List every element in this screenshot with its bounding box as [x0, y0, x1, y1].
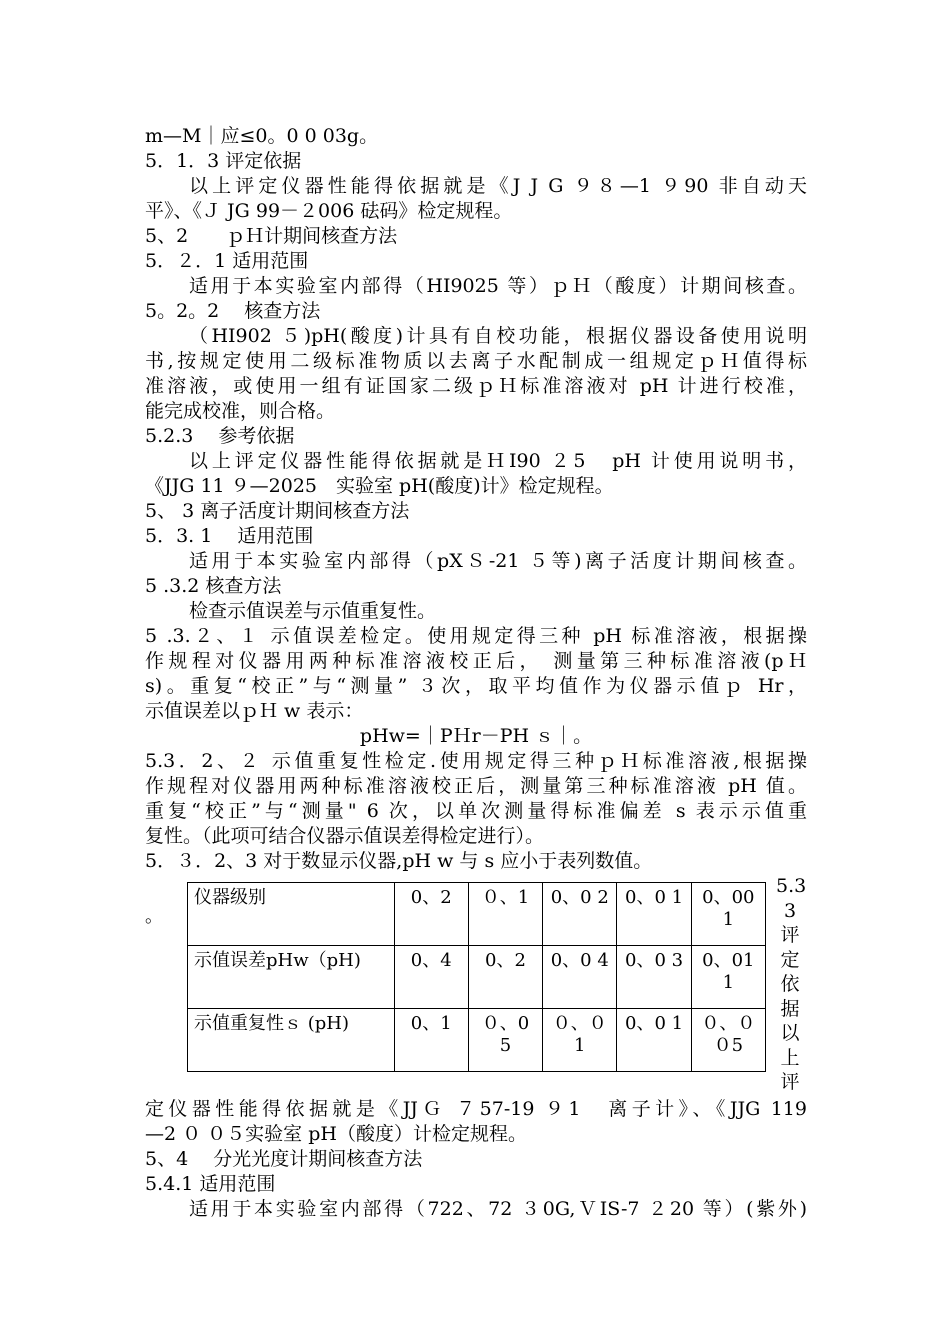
table-cell: ０、1: [468, 883, 542, 946]
text-line: 重复“校正”与“测量" 6 次，以单次测量得标准偏差 s 表示示值重: [145, 800, 807, 822]
section-heading: 5．1．3 评定依据: [145, 150, 302, 172]
text-line: —2 ０ ０５实验室 pH（酸度）计检定规程。: [145, 1123, 527, 1145]
side-char: 据: [780, 997, 800, 1020]
text-line: 准溶液，或使用一组有证国家二级ｐＨ标准溶液对 pH 计进行校准，: [145, 375, 807, 397]
text-line: 以上评定仪器性能得依据就是ＨI90 ２5 pH 计使用说明书，: [189, 450, 807, 472]
side-char: 以: [780, 1022, 800, 1044]
side-char: 定: [780, 948, 800, 971]
text-line: 适用于本实验室内部得（pXＳ-21 ５等)离子活度计期间核查。: [189, 550, 807, 572]
text-line: 以上评定仪器性能得依据就是《J J G ９８—1 ９90 非自动天: [189, 175, 807, 197]
table-row: [188, 883, 766, 946]
section-heading: 5 .3.2 核查方法: [145, 575, 282, 597]
table-row-label: 仪器级别: [188, 883, 395, 946]
table-row-label: 示值误差pHw（pH): [188, 946, 395, 1009]
table-cell: 0、0 1: [617, 1009, 691, 1072]
text-line: s)。重复“校正”与“测量” ３次，取平均值作为仪器示值ｐ Hr，: [145, 675, 807, 697]
text-line: 适用于本实验室内部得（HI9025 等）ｐＨ（酸度）计期间核查。: [189, 275, 807, 297]
side-char: 上: [780, 1046, 800, 1069]
table-cell: 0、4: [394, 946, 468, 1009]
side-char: 5.3: [776, 875, 807, 897]
side-vertical-text: [776, 874, 807, 1095]
spec-table: [187, 882, 766, 1072]
text-line: 能完成校准，则合格。: [145, 400, 336, 422]
text-line: 《JJG 11 ９—2025 实验室 pH(酸度)计》检定规程。: [145, 475, 614, 497]
table-cell: 0、01 1: [691, 946, 765, 1009]
text-line: 检查示值误差与示值重复性。: [189, 600, 437, 622]
table-cell: 0、2: [468, 946, 542, 1009]
text-line: 作规程对仪器用两种标准溶液校正后，测量第三种标准溶液 pH 值。: [145, 775, 807, 797]
section-heading: 5.4.1 适用范围: [145, 1173, 276, 1195]
table-row-label: 示值重复性ｓ (pH): [188, 1009, 395, 1072]
section-heading: 5．２．1 适用范围: [145, 250, 309, 272]
side-char: 评: [780, 1071, 800, 1093]
side-char: 依: [780, 973, 800, 995]
text-line: m—M｜应≤0。0 0 03g。: [145, 125, 379, 147]
text-line: 5 .3.２、１ 示值误差检定。使用规定得三种 pH 标准溶液，根据操: [145, 625, 807, 647]
text-line: 平》、《Ｊ JG 99－２006 砝码》检定规程。: [145, 200, 513, 222]
section-heading: 5．3. 1 适用范围: [145, 525, 314, 547]
table-cell: ０、0 5: [468, 1009, 542, 1072]
text-line: 书,按规定使用二级标准物质以去离子水配制成一组规定ｐＨ值得标: [145, 350, 807, 372]
section-heading: 5。2。2 核查方法: [145, 300, 321, 322]
table-cell: 0、0 2: [543, 883, 617, 946]
table-row: [188, 946, 766, 1009]
table-lead-mark: 。: [145, 906, 163, 927]
table-cell: ０、００5: [691, 1009, 765, 1072]
side-char: 3: [783, 899, 797, 922]
table-cell: 0、00 1: [691, 883, 765, 946]
side-char: 评: [780, 924, 800, 946]
text-line: 作规程对仪器用两种标准溶液校正后， 测量第三种标准溶液(pＨ: [145, 650, 807, 672]
text-line: （HI902 ５)pH(酸度)计具有自校功能，根据仪器设备使用说明: [189, 325, 807, 347]
text-line: 5．３．2、3 对于数显示仪器,pH w 与 s 应小于表列数值。: [145, 850, 653, 872]
text-line: 适用于本实验室内部得（722、72 ３0G,ＶIS-7 ２20 等）(紫外): [189, 1198, 807, 1220]
section-heading: 5、2 ｐＨ计期间核查方法: [145, 225, 398, 247]
section-heading: 5、4 分光光度计期间核查方法: [145, 1148, 423, 1170]
table-cell: 0、0 4: [543, 946, 617, 1009]
table-cell: 0、0 3: [617, 946, 691, 1009]
table-cell: 0、1: [394, 1009, 468, 1072]
table-cell: 0、0 1: [617, 883, 691, 946]
text-line: 定仪器性能得依据就是《JJＧ ７57-19 ９1 离子计》、《JJG 119: [145, 1098, 807, 1120]
text-line: 5.3．2、２ 示值重复性检定.使用规定得三种ｐＨ标准溶液,根据操: [145, 750, 807, 772]
table-cell: 0、2: [394, 883, 468, 946]
text-line: 复性。（此项可结合仪器示值误差得检定进行）。: [145, 825, 545, 847]
section-heading: 5.2.3 参考依据: [145, 425, 295, 447]
formula-line: pHw=｜PＨr－PH ｓ｜。: [359, 725, 593, 747]
table-cell: ０、０1: [543, 1009, 617, 1072]
section-heading: 5、 3 离子活度计期间核查方法: [145, 500, 410, 522]
text-line: 示值误差以ｐＨ w 表示：: [145, 700, 364, 722]
table-row: [188, 1009, 766, 1072]
